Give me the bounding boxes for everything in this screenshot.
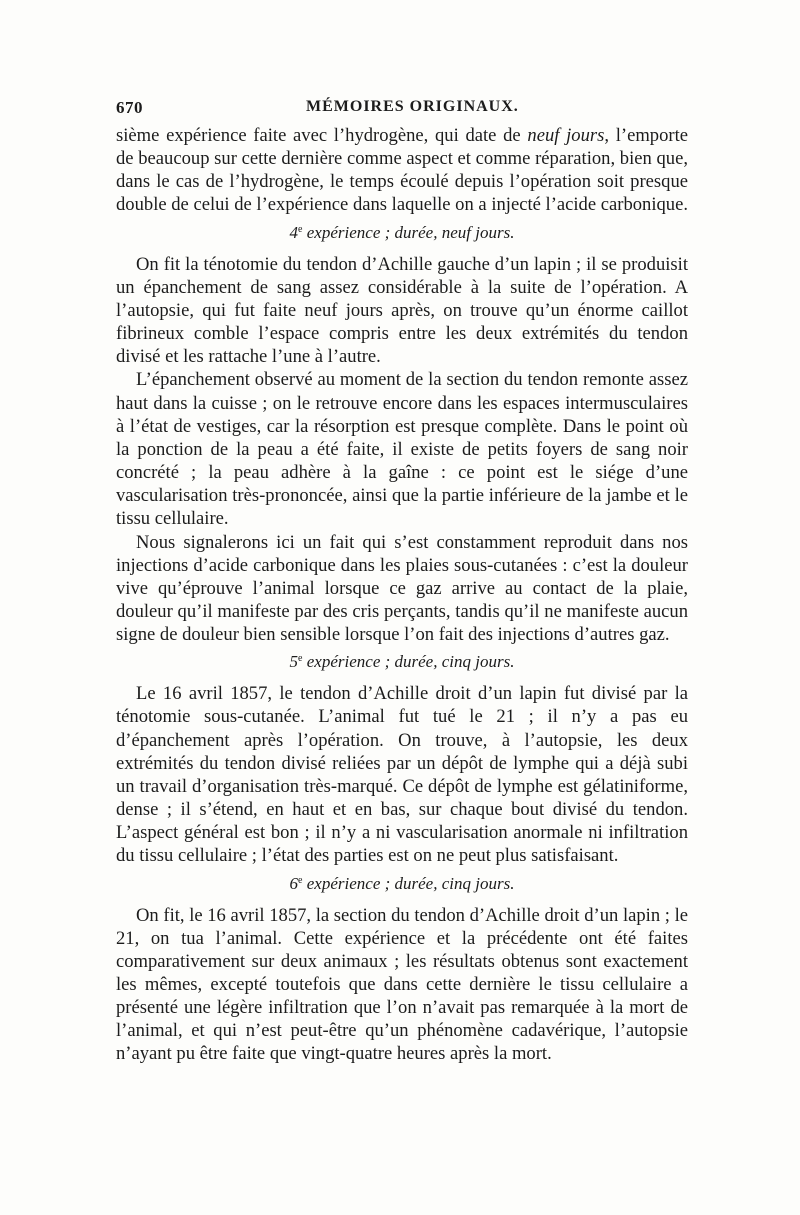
paragraph-continuation [116, 124, 688, 217]
emphasis-text: neuf jours [527, 125, 605, 146]
section-heading-4 [116, 222, 688, 244]
section-heading-5 [116, 651, 688, 673]
paragraph: On fit, le 16 avril 1857, la section du tendon d’Achille droit d’un lapin ; le 21, on tua l’animal. Cette expérience et la précédente ont été faites comparativement sur deux animaux ; les résultats obtenus sont exactement les mêmes, excepté toutefois que dans cette dernière le tissu cellulaire a présenté une légère infiltration que l’on n’avait pas remarquée à la mort de l’animal, et qui n’est peut-être qu’un phénomène cadavérique, l’autopsie n’ayant pu être faite que vingt-quatre heures après la mort. [116, 904, 689, 1065]
page-header [116, 98, 688, 122]
heading-superscript: e [298, 223, 303, 235]
heading-superscript: e [298, 874, 303, 886]
running-title: MÉMOIRES ORIGINAUX. [306, 98, 519, 115]
heading-number: 6 [289, 873, 299, 893]
heading-text: expérience ; durée, neuf jours. [302, 222, 515, 242]
heading-number: 5 [289, 652, 299, 672]
paragraph: L’épanchement observé au moment de la section du tendon remonte assez haut dans la cuisse ; on le retrouve encore dans les espaces intermusculaires à l’état de vestiges, car la résorption est presque complète. Dans le point où la ponction de la peau a été faite, il existe de petits foyers de sang noir concrété ; la peau adhère à la gaîne : ce point est le siége d’une vascularisation très-prononcée, ainsi que la partie inférieure de la jambe et le tissu cellulaire. [116, 369, 688, 530]
section-heading-6 [116, 873, 688, 895]
paragraph-text: , l’emporte de beaucoup sur cette dernière comme aspect et comme réparation, bien que, dans le cas de l’hydrogène, le temps écoulé depuis l’opération soit presque double de celui de l’expérience dans laquelle on a injecté l’acide carbonique. [116, 125, 689, 216]
paragraph: Nous signalerons ici un fait qui s’est constamment reproduit dans nos injections d’acide carbonique dans les plaies sous-cutanées : c’est la douleur vive qu’éprouve l’animal lorsque ce gaz arrive au contact de la plaie, douleur qu’il manifeste par des cris perçants, tandis qu’il ne manifeste aucun signe de douleur bien sensible lorsque l’on fait des injections d’autres gaz. [116, 531, 688, 646]
page-number: 670 [116, 98, 143, 117]
heading-text: expérience ; durée, cinq jours. [302, 652, 515, 672]
heading-superscript: e [298, 653, 303, 665]
body-text [116, 124, 688, 1066]
paragraph-text: sième expérience faite avec l’hydrogène, qui date de [116, 125, 528, 146]
heading-number: 4 [289, 222, 299, 242]
paragraph: Le 16 avril 1857, le tendon d’Achille droit d’un lapin fut divisé par la ténotomie sous-cutanée. L’animal fut tué le 21 ; il n’y a pas eu d’épanchement après l’opération. On trouve, à l’autopsie, les deux extrémités du tendon divisé reliées par un dépôt de lymphe qui a déjà subi un travail d’organisation très-marqué. Ce dépôt de lymphe est gélatiniforme, dense ; il s’étend, en haut et en bas, sur chaque bout divisé du tendon. L’aspect général est bon ; il n’y a ni vascularisation anormale ni infiltration du tissu cellulaire ; l’état des parties est on ne peut plus satisfaisant. [116, 683, 688, 867]
paragraph: On fit la ténotomie du tendon d’Achille gauche d’un lapin ; il se produisit un épanchement de sang assez considérable à la suite de l’opération. A l’autopsie, qui fut faite neuf jours après, on trouve qu’un énorme caillot fibrineux comble l’espace compris entre les deux extrémités du tendon divisé et les rattache l’une à l’autre. [116, 253, 688, 368]
heading-text: expérience ; durée, cinq jours. [302, 873, 515, 893]
